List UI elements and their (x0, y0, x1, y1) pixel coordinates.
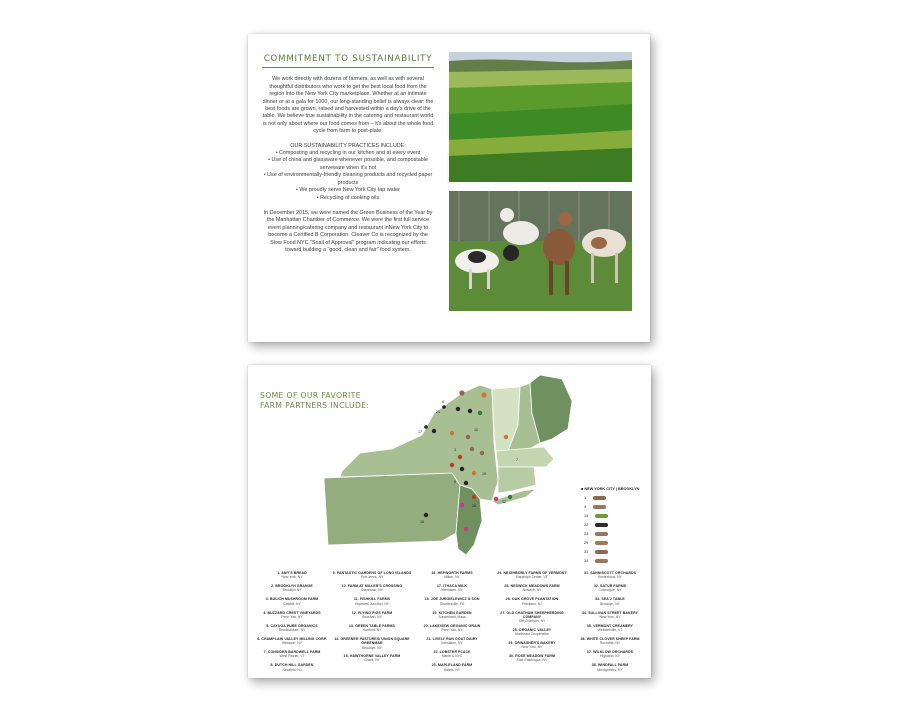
farm-location: Brooklyn, NY (362, 645, 382, 650)
farm-location: Westport, NY (281, 641, 303, 646)
practice-item: • We proudly serve New York City tap water (296, 187, 400, 194)
legend-number: 31 (584, 550, 589, 554)
farm-name: 3. BULICH MUSHROOM FARM (265, 597, 319, 602)
farm-name: 37. WILKLOW ORCHARDS (586, 650, 634, 655)
farm-entry (492, 611, 572, 628)
farm-entry (492, 628, 572, 641)
bread-icon (595, 541, 608, 545)
farm-entry (412, 650, 492, 663)
farm-name: 30. ROSE MEADOW FARM (509, 653, 555, 658)
farm-location: Websterville, VT (597, 628, 623, 633)
farm-entry (332, 624, 412, 637)
farm-location: Sunderland, Mass (438, 614, 466, 619)
farm-name: 29. ORWASHER'S BAKERY (508, 640, 556, 645)
farm-entry (570, 663, 650, 676)
farm-entry (570, 584, 650, 597)
legend-row (584, 514, 608, 518)
farm-location: Port Jervis, NY (360, 575, 384, 580)
farm-list-column (412, 571, 492, 677)
farm-location: West Pawlet, VT (279, 654, 305, 659)
farm-entry (412, 624, 492, 637)
farm-entry (252, 624, 332, 637)
farm-entry (570, 571, 650, 584)
practice-item: • Recycling of cooking oils (316, 194, 380, 201)
bread-icon (595, 559, 608, 563)
farm-name: 9. FANTASTIC GARDENS OF LONG ISLANDS (332, 571, 412, 575)
legend-row (584, 532, 608, 536)
farm-entry (332, 611, 412, 624)
farm-name: 18. JOE JURGIELEWICZ & SON (424, 597, 480, 602)
northeast-map (322, 373, 578, 563)
farm-name: 36. WHITE CLOVER SHEEP FARM (580, 636, 640, 641)
farm-entry (332, 571, 412, 584)
farm-name: 13. GREEN TABLE FARMS (349, 623, 395, 628)
farm-partners-title-line: SOME OF OUR FAVORITE (260, 391, 361, 400)
legend-row (584, 550, 608, 554)
farm-fields-photo (449, 52, 632, 182)
massachusetts-region (496, 447, 554, 467)
farm-entry (332, 584, 412, 597)
farm-name: 4. BUZZARD CREST VINEYARDS (263, 610, 321, 615)
bread-icon (593, 496, 606, 500)
farm-name: 5. CAYUGA PURE ORGANICS (266, 623, 318, 628)
map-number: 18 (420, 520, 424, 524)
farm-location: Rochville, NY (599, 641, 621, 646)
legend-row (584, 541, 608, 545)
farm-entry (252, 597, 332, 610)
farm-location: New York, NY (281, 575, 303, 580)
farm-entry (492, 597, 572, 610)
farm-name: 38. WINDFALL FARM (591, 663, 629, 668)
bread-icon (595, 550, 608, 554)
farm-location: Brooktondale, NY (278, 628, 306, 633)
practice-item: • Use of china and glassware whenever possible, and compostable serveware when it's not (268, 157, 428, 171)
farm-list-column (570, 571, 650, 677)
farm-entry (412, 584, 492, 597)
farm-location: Shartlesville, PA (439, 601, 465, 606)
farm-location: Maine & NYC (441, 654, 463, 659)
farm-entry (412, 571, 492, 584)
farm-entry (570, 597, 650, 610)
farm-entry (252, 637, 332, 650)
farm-location: Ghent, NY (364, 658, 380, 663)
farm-name: 23. MAPLELAND FARM (431, 663, 473, 668)
sustainability-text-column (262, 56, 434, 261)
farm-entry (252, 650, 332, 663)
farm-entry (570, 650, 650, 663)
farm-name: 35. VERMONT CREAMERY (586, 623, 634, 628)
farm-location: Highland, NY (600, 654, 620, 659)
farm-entry (252, 571, 332, 584)
legend-number: 23 (584, 532, 589, 536)
farm-location: Milton, NY (444, 575, 460, 580)
farm-entry (252, 663, 332, 676)
page-title: COMMITMENT TO SUSTAINABILITY (262, 56, 434, 68)
farm-name: 6. CHAMPLAIN VALLEY MILLING CORP. (257, 636, 327, 641)
connecticut-region (498, 467, 536, 493)
farm-entry (412, 611, 492, 624)
legend-number: 14 (584, 514, 589, 518)
farm-location: Penn Yan, NY (441, 628, 463, 633)
farm-location: East Patchogue, NY (516, 658, 548, 663)
bread-icon (595, 532, 608, 536)
farm-name: 14. GREENER PASTURES/ UNION SQUARE GREENMAR (334, 636, 410, 646)
map-number: 7 (516, 458, 518, 462)
practices-heading: OUR SUSTAINABILITY PRACTICES INCLUDE: (290, 142, 406, 149)
farm-name: 31. SANNISCOTT ORCHARDS (583, 571, 637, 575)
farm-name: 11. FISHKILL FARMS (353, 597, 391, 602)
farm-entry (252, 584, 332, 597)
farm-location: Brooklyn NY (282, 588, 302, 593)
legend-number: 4 (584, 505, 587, 509)
legend-row (584, 523, 608, 527)
legend-number: 1 (584, 496, 587, 500)
farm-name: 33. SEA 2 TABLE (595, 597, 625, 602)
farm-location: Norwich, NY (522, 588, 542, 593)
farm-name: 28. ORGANIC VALLEY (512, 627, 552, 632)
map-number: 3 (454, 448, 456, 452)
farm-entry (332, 597, 412, 610)
farm-name: 10. FARM AT MILLER'S CROSSING (341, 584, 403, 589)
farm-entry (570, 637, 650, 650)
map-number: 30 (474, 428, 478, 432)
farm-name: 22. LOBSTER PLACE (433, 650, 471, 655)
farm-location: Old Chatham, NY (518, 619, 546, 624)
farm-entry (332, 654, 412, 667)
farm-name: 1. AMY'S BREAD (277, 571, 307, 575)
farm-entry (412, 637, 492, 650)
farm-name: 19. KITCHEN GARDEN (432, 610, 472, 615)
legend-number: 29 (584, 541, 589, 545)
farm-location: Claverack, NY (361, 588, 383, 593)
farm-location: Salem, NY (443, 667, 461, 672)
practice-item: • Composting and recycling in our kitchen and at every event (275, 150, 421, 157)
farm-name: 21. LIVELY RUN GOAT DAIRY (426, 636, 478, 641)
farm-name: 24. NEIGHBORLY FARMS OF VERMONT (497, 571, 567, 575)
farm-location: Shushan, NY (362, 614, 382, 619)
farm-list-column (332, 571, 412, 667)
farm-location: New York, NY (521, 645, 543, 650)
farm-name: 8. DUTCH HILL GARDEN (270, 663, 314, 668)
practice-item: • Use of environmentally-friendly cleaning products and recycled paper products (263, 172, 433, 186)
farm-location: Hartford, NY (362, 628, 382, 633)
legend-row (584, 505, 606, 509)
leaf-icon (595, 514, 608, 518)
farm-location: Brooklyn, NY (600, 601, 620, 606)
legend-number: 34 (584, 559, 589, 563)
farm-name: 34. SULLIVAN STREET BAKERY (581, 610, 639, 615)
farm-name: 26. OAK GROVE PLANTATION (505, 597, 559, 602)
pennsylvania-region (324, 473, 460, 545)
farm-name: 15. HAWTHORNE VALLEY FARM (343, 653, 401, 658)
farm-name: 12. FLYING PIGS FARM (351, 610, 393, 615)
farm-entry (412, 663, 492, 676)
map-number: 6 (442, 400, 444, 404)
farm-name: 27. OLD CHATHAM SHEEPHERDING COMPANY (500, 610, 564, 619)
legend-row (584, 559, 608, 563)
farm-entry (412, 597, 492, 610)
farm-entry (492, 584, 572, 597)
farm-name: 17. ITHACA MILK (437, 584, 467, 589)
farm-location: Interlaken, NY (441, 641, 463, 646)
bread-icon (593, 505, 606, 509)
farm-list-column (492, 571, 572, 667)
map-number: 26 (472, 504, 476, 508)
farm-location: Pittstown, NJ (522, 601, 542, 606)
farm-location: Northeast Cooperative (515, 631, 549, 636)
map-number: 32 (502, 500, 506, 504)
fish-icon (595, 523, 608, 527)
farm-entry (252, 611, 332, 624)
farm-name: 32. SATUR FARMS (593, 584, 627, 589)
farm-location: Catskill, NY (283, 601, 301, 606)
farm-location: Newfield, NJ (282, 667, 302, 672)
legend-row (584, 496, 606, 500)
farm-entry (492, 571, 572, 584)
farm-name: 16. HEPWORTH FARMS (431, 571, 473, 575)
closing-paragraph: In December 2015, we were named the Green Business of the Year by the Manhattan Chamber of Commerce. We were the first full service event planning/catering company and restaurant inNew York City to become a Certified B Corporation. Cleaver Co is recognized by the Slow Food NYC "Snail of Approval" program indicating our efforts toward building a "good, clean and fair" food system. (263, 209, 433, 253)
farm-location: Hopewell Junction, NY (354, 601, 390, 606)
farm-entry (492, 641, 572, 654)
map-number: 19 (482, 472, 486, 476)
farm-entry (570, 611, 650, 624)
farm-location: Kinderhook, NY (598, 575, 622, 580)
map-number: 21 (436, 410, 440, 414)
farm-location: Cutchogue, NY (598, 588, 622, 593)
farm-list-column (252, 571, 332, 677)
farm-location: New York, NY (599, 614, 621, 619)
farm-entry (332, 637, 412, 654)
farm-location: Interlaken, NY (441, 588, 463, 593)
intro-paragraph: We work directly with dozens of farmers, as well as with several thoughtful distributors who work to get the best local food from the region into the New York City marketplace. Whether at an intimate dinner or at a gala for 1000, our long-standing belief is always clear: the best foods are grown, raised and harvested within a day's drive of the table. We believe true sustainability in the catering and restaurant world is not only about where our food comes from – it's about the whole food cycle from farm to post-plate. (262, 76, 434, 135)
farm-location: Penn Yan, NY (281, 614, 303, 619)
farm-entry (570, 624, 650, 637)
farm-entry (492, 654, 572, 667)
farm-partners-title-line: FARM PARTNERS INCLUDE: (260, 401, 370, 410)
farm-partners-page (248, 365, 651, 678)
sustainability-page (248, 34, 650, 342)
farm-name: 25. NESWICK MEADOWS FARM (504, 584, 560, 589)
map-number: 8 (454, 480, 456, 484)
farm-name: 20. LAKEVIEW ORGANIC GRAIN (423, 623, 481, 628)
practices-list (262, 150, 434, 202)
farm-location: Randolph Center, VT (516, 575, 548, 580)
legend-heading: ■ NEW YORK CITY | BROOKLYN (581, 487, 640, 491)
map-number: 17 (418, 430, 422, 434)
farm-name: 7. CONSIDER BARDWELL FARM (263, 650, 321, 655)
legend-number: 22 (584, 523, 589, 527)
goats-photo (449, 191, 632, 311)
farm-name: 2. BROOKLYN GRANGE (271, 584, 313, 589)
farm-location: Montgomery, NY (597, 667, 623, 672)
